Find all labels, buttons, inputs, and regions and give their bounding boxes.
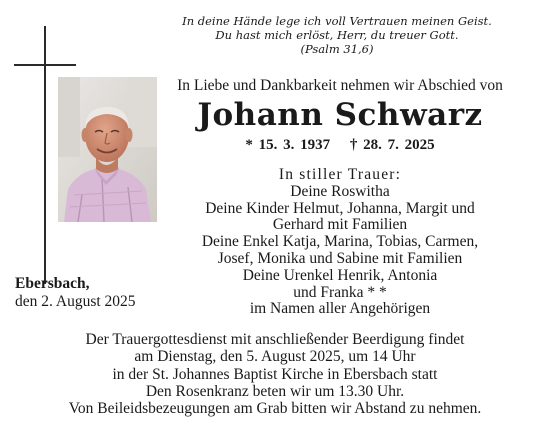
verse-reference: (Psalm 31,6) xyxy=(300,42,374,56)
verse-line: Du hast mich erlöst, Herr, du treuer Gott. xyxy=(215,28,459,42)
mourner-line: Gerhard mit Familien xyxy=(272,216,408,234)
place-city: Ebersbach, xyxy=(15,275,90,292)
mourner-line: Deine Urenkel Henrik, Antonia xyxy=(242,266,438,284)
death-date: † 28. 7. 2025 xyxy=(349,137,435,153)
service-line: Der Trauergottesdienst mit anschließender Beerdigung findet xyxy=(85,331,465,348)
mourners-list xyxy=(160,167,520,318)
birth-date: * 15. 3. 1937 xyxy=(245,137,331,153)
service-line: Von Beileidsbezeugungen am Grab bitten wir Abstand zu nehmen. xyxy=(68,400,482,418)
mourner-line: Deine Enkel Katja, Marina, Tobias, Carmen, xyxy=(201,233,479,251)
portrait-photo xyxy=(58,77,157,222)
farewell-intro: In Liebe und Dankbarkeit nehmen wir Abschied von xyxy=(177,77,503,94)
service-line: in der St. Johannes Baptist Kirche in Ebersbach statt xyxy=(112,365,438,383)
deceased-name: Johann Schwarz xyxy=(197,97,483,133)
service-line: am Dienstag, den 5. August 2025, um 14 Uhr xyxy=(134,348,416,366)
life-dates xyxy=(165,137,515,154)
notice-date: den 2. August 2025 xyxy=(15,293,136,310)
service-line: Den Rosenkranz beten wir um 13.30 Uhr. xyxy=(145,382,405,400)
portrait-image xyxy=(58,77,157,222)
psalm-verse xyxy=(170,14,504,56)
mourners-heading: In stiller Trauer: xyxy=(278,166,402,183)
verse-line: In deine Hände lege ich voll Vertrauen meinen Geist. xyxy=(182,14,492,28)
mourner-line: Deine Roswitha xyxy=(290,182,390,200)
mourner-line: Deine Kinder Helmut, Johanna, Margit und xyxy=(205,199,475,217)
place-and-date xyxy=(15,275,136,311)
mourner-line: und Franka * * xyxy=(293,283,387,301)
service-info xyxy=(10,331,540,417)
mourner-line: im Namen aller Angehörigen xyxy=(249,300,431,318)
cross-icon-bar xyxy=(14,64,76,66)
mourner-line: Josef, Monika und Sabine mit Familien xyxy=(217,249,463,267)
